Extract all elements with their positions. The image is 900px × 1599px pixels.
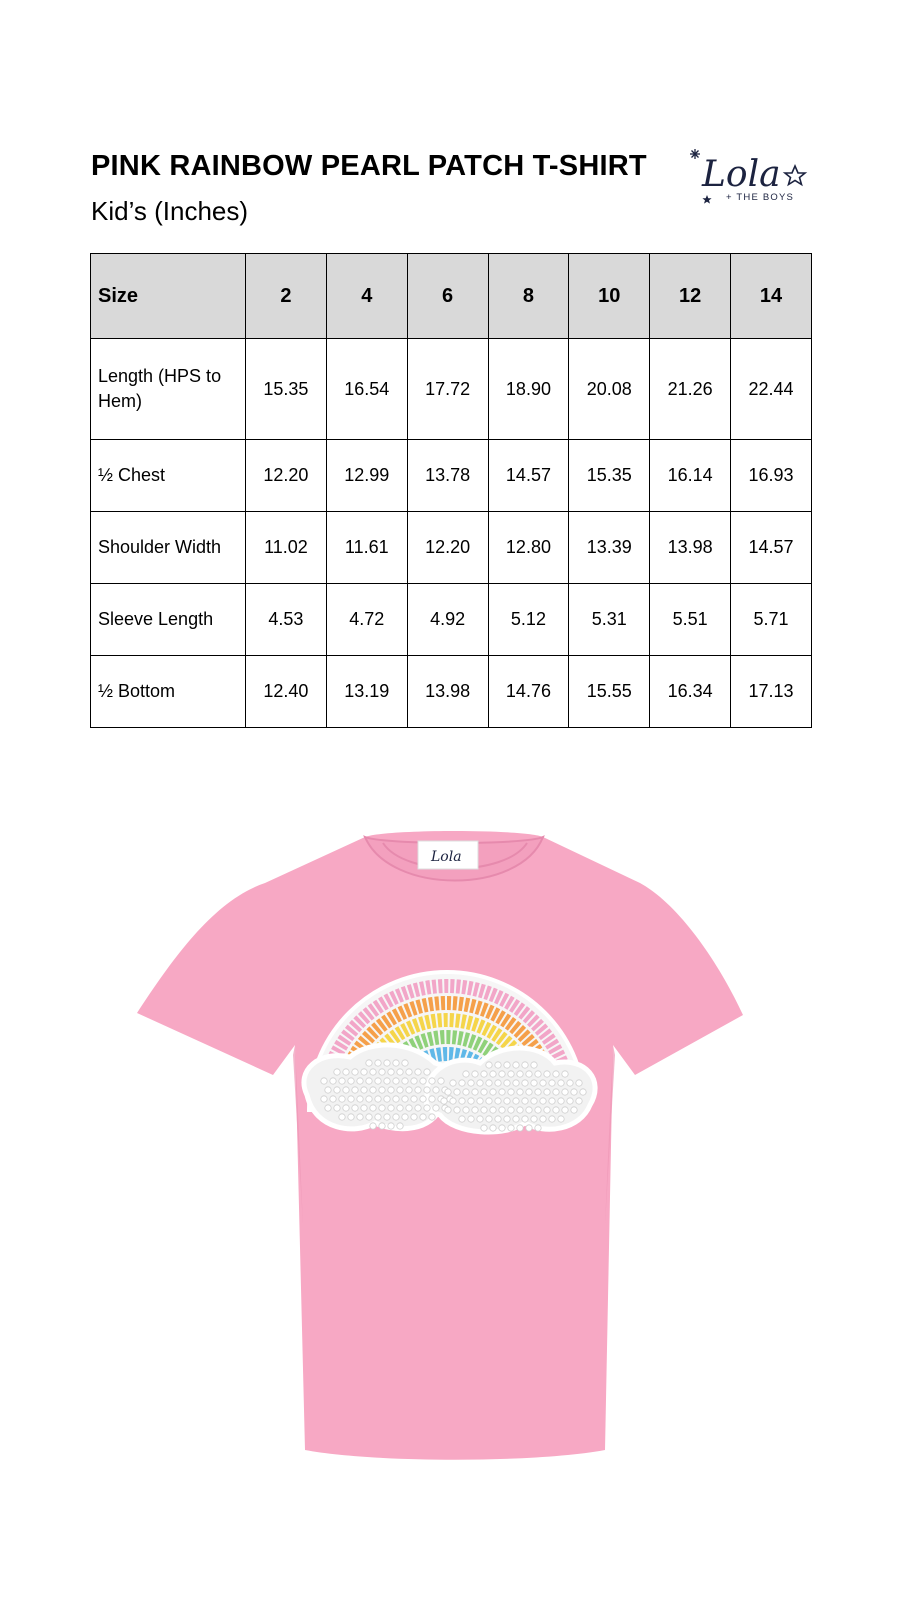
- brand-logo: [690, 142, 820, 218]
- pearl-bead: [486, 1062, 492, 1068]
- table-cell: 14.57: [488, 440, 569, 512]
- pearl-bead: [379, 1105, 385, 1111]
- pearl-bead: [388, 1123, 394, 1129]
- pearl-bead: [379, 1123, 385, 1129]
- pearl-bead: [384, 1096, 390, 1102]
- pearl-bead: [402, 1096, 408, 1102]
- page-subtitle: Kid’s (Inches): [91, 196, 249, 226]
- pearl-bead: [526, 1107, 532, 1113]
- pearl-bead: [330, 1078, 336, 1084]
- pearl-bead: [562, 1071, 568, 1077]
- pearl-bead: [481, 1125, 487, 1131]
- pearl-bead: [411, 1114, 417, 1120]
- pearl-bead: [508, 1089, 514, 1095]
- table-cell: 12.80: [488, 512, 569, 584]
- pearl-bead: [325, 1087, 331, 1093]
- pearl-bead: [481, 1107, 487, 1113]
- pearl-bead: [517, 1107, 523, 1113]
- table-cell: 12.99: [326, 440, 407, 512]
- table-cell: 11.61: [326, 512, 407, 584]
- table-row: [91, 656, 812, 728]
- pearl-bead: [495, 1098, 501, 1104]
- pearl-bead: [388, 1069, 394, 1075]
- table-cell: 13.39: [569, 512, 650, 584]
- pearl-bead: [334, 1087, 340, 1093]
- table-cell: 14.57: [731, 512, 812, 584]
- pearl-bead: [468, 1098, 474, 1104]
- pearl-bead: [397, 1069, 403, 1075]
- pearl-bead: [366, 1114, 372, 1120]
- pearl-bead: [544, 1071, 550, 1077]
- pearl-bead: [490, 1107, 496, 1113]
- pearl-bead: [366, 1078, 372, 1084]
- pearl-bead: [571, 1107, 577, 1113]
- pearl-bead: [321, 1078, 327, 1084]
- pearl-bead: [522, 1062, 528, 1068]
- table-cell: 5.12: [488, 584, 569, 656]
- pearl-bead: [558, 1116, 564, 1122]
- table-cell: 12.20: [246, 440, 327, 512]
- pearl-bead: [438, 1078, 444, 1084]
- pearl-bead: [402, 1114, 408, 1120]
- logo-wordmark: Lola: [702, 154, 781, 195]
- pearl-bead: [361, 1069, 367, 1075]
- pearl-bead: [393, 1114, 399, 1120]
- pearl-bead: [495, 1080, 501, 1086]
- pearl-bead: [571, 1089, 577, 1095]
- pearl-bead: [415, 1069, 421, 1075]
- size-col-header: 14: [731, 254, 812, 339]
- pearl-bead: [357, 1096, 363, 1102]
- table-cell: 4.72: [326, 584, 407, 656]
- pearl-bead: [526, 1089, 532, 1095]
- tshirt-illustration: [135, 825, 775, 1485]
- pearl-bead: [366, 1060, 372, 1066]
- table-cell: 17.72: [407, 339, 488, 440]
- size-col-header: 2: [246, 254, 327, 339]
- table-cell: 4.53: [246, 584, 327, 656]
- pearl-bead: [486, 1098, 492, 1104]
- pearl-bead: [424, 1087, 430, 1093]
- pearl-bead: [463, 1089, 469, 1095]
- pearl-bead: [352, 1069, 358, 1075]
- pearl-bead: [504, 1116, 510, 1122]
- pearl-bead: [517, 1089, 523, 1095]
- pearl-bead: [504, 1098, 510, 1104]
- pearl-bead: [513, 1116, 519, 1122]
- pearl-bead: [429, 1096, 435, 1102]
- table-cell: 12.20: [407, 512, 488, 584]
- pearl-bead: [549, 1098, 555, 1104]
- pearl-bead: [540, 1116, 546, 1122]
- pearl-bead: [549, 1116, 555, 1122]
- pearl-bead: [535, 1089, 541, 1095]
- pearl-bead: [424, 1069, 430, 1075]
- size-col-header: 6: [407, 254, 488, 339]
- table-cell: 15.35: [569, 440, 650, 512]
- table-cell: 13.98: [650, 512, 731, 584]
- pearl-bead: [348, 1078, 354, 1084]
- table-cell: 11.02: [246, 512, 327, 584]
- size-col-header: 8: [488, 254, 569, 339]
- pearl-bead: [375, 1096, 381, 1102]
- table-cell: 15.35: [246, 339, 327, 440]
- table-cell: 4.92: [407, 584, 488, 656]
- pearl-bead: [321, 1096, 327, 1102]
- pearl-bead: [468, 1116, 474, 1122]
- pearl-bead: [370, 1069, 376, 1075]
- pearl-bead: [535, 1071, 541, 1077]
- pearl-bead: [334, 1105, 340, 1111]
- pearl-bead: [397, 1123, 403, 1129]
- pearl-bead: [370, 1105, 376, 1111]
- pearl-bead: [429, 1078, 435, 1084]
- pearl-bead: [513, 1062, 519, 1068]
- pearl-bead: [402, 1078, 408, 1084]
- pearl-bead: [370, 1087, 376, 1093]
- pearl-bead: [459, 1080, 465, 1086]
- star-icon: [785, 166, 805, 185]
- pearl-bead: [450, 1080, 456, 1086]
- pearl-bead: [375, 1060, 381, 1066]
- pearl-bead: [558, 1080, 564, 1086]
- pearl-bead: [540, 1080, 546, 1086]
- table-cell: 22.44: [731, 339, 812, 440]
- pearl-bead: [535, 1125, 541, 1131]
- pearl-bead: [526, 1071, 532, 1077]
- pearl-bead: [420, 1078, 426, 1084]
- pearl-bead: [513, 1098, 519, 1104]
- pearl-bead: [540, 1098, 546, 1104]
- table-cell: 16.54: [326, 339, 407, 440]
- pearl-bead: [393, 1096, 399, 1102]
- pearl-bead: [499, 1089, 505, 1095]
- pearl-bead: [370, 1123, 376, 1129]
- pearl-bead: [343, 1069, 349, 1075]
- pearl-bead: [562, 1089, 568, 1095]
- table-cell: 5.51: [650, 584, 731, 656]
- pearl-bead: [490, 1071, 496, 1077]
- table-cell: 12.40: [246, 656, 327, 728]
- pearl-bead: [325, 1105, 331, 1111]
- pearl-bead: [366, 1096, 372, 1102]
- pearl-bead: [357, 1114, 363, 1120]
- table-row: [91, 512, 812, 584]
- pearl-bead: [415, 1087, 421, 1093]
- pearl-bead: [477, 1080, 483, 1086]
- pearl-bead: [508, 1071, 514, 1077]
- pearl-bead: [361, 1105, 367, 1111]
- pearl-bead: [352, 1105, 358, 1111]
- pearl-bead: [429, 1114, 435, 1120]
- row-label: Sleeve Length: [91, 584, 246, 656]
- pearl-bead: [343, 1105, 349, 1111]
- pearl-bead: [508, 1107, 514, 1113]
- pearl-bead: [517, 1125, 523, 1131]
- pearl-bead: [361, 1087, 367, 1093]
- pearl-bead: [544, 1107, 550, 1113]
- pearl-bead: [522, 1080, 528, 1086]
- pearl-bead: [334, 1069, 340, 1075]
- table-cell: 16.34: [650, 656, 731, 728]
- pearl-bead: [441, 1098, 447, 1104]
- pearl-bead: [490, 1125, 496, 1131]
- pearl-bead: [522, 1116, 528, 1122]
- pearl-bead: [348, 1114, 354, 1120]
- pearl-bead: [549, 1080, 555, 1086]
- size-col-header: 12: [650, 254, 731, 339]
- pearl-bead: [459, 1116, 465, 1122]
- neck-label-text: Lola: [431, 849, 462, 865]
- pearl-bead: [553, 1071, 559, 1077]
- logo-tagline: + THE BOYS: [726, 192, 795, 203]
- pearl-bead: [384, 1078, 390, 1084]
- pearl-bead: [562, 1107, 568, 1113]
- table-cell: 13.98: [407, 656, 488, 728]
- pearl-bead: [420, 1114, 426, 1120]
- pearl-bead: [490, 1089, 496, 1095]
- pearl-bead: [454, 1107, 460, 1113]
- row-label: Length (HPS to Hem): [91, 339, 246, 440]
- pearl-bead: [499, 1107, 505, 1113]
- pearl-bead: [348, 1096, 354, 1102]
- table-row: [91, 584, 812, 656]
- pearl-bead: [411, 1096, 417, 1102]
- pearl-bead: [343, 1087, 349, 1093]
- pearl-bead: [411, 1078, 417, 1084]
- table-cell: 13.19: [326, 656, 407, 728]
- pearl-bead: [544, 1089, 550, 1095]
- pearl-bead: [397, 1105, 403, 1111]
- pearl-bead: [445, 1107, 451, 1113]
- pearl-bead: [504, 1080, 510, 1086]
- pearl-bead: [472, 1107, 478, 1113]
- sparkle-icon: [690, 149, 700, 159]
- pearl-bead: [553, 1107, 559, 1113]
- product-image: [135, 825, 775, 1485]
- pearl-bead: [535, 1107, 541, 1113]
- pearl-bead: [402, 1060, 408, 1066]
- pearl-bead: [420, 1096, 426, 1102]
- table-cell: 17.13: [731, 656, 812, 728]
- pearl-bead: [567, 1098, 573, 1104]
- table-cell: 21.26: [650, 339, 731, 440]
- pearl-bead: [433, 1087, 439, 1093]
- small-star-icon: [702, 195, 711, 204]
- pearl-bead: [486, 1116, 492, 1122]
- pearl-bead: [379, 1087, 385, 1093]
- pearl-bead: [486, 1080, 492, 1086]
- pearl-bead: [553, 1089, 559, 1095]
- pearl-bead: [339, 1078, 345, 1084]
- pearl-bead: [406, 1069, 412, 1075]
- pearl-bead: [472, 1071, 478, 1077]
- pearl-bead: [576, 1080, 582, 1086]
- pearl-bead: [481, 1089, 487, 1095]
- pearl-bead: [375, 1114, 381, 1120]
- pearl-bead: [339, 1114, 345, 1120]
- pearl-bead: [339, 1096, 345, 1102]
- pearl-bead: [463, 1107, 469, 1113]
- pearl-bead: [567, 1080, 573, 1086]
- pearl-bead: [433, 1105, 439, 1111]
- pearl-bead: [357, 1078, 363, 1084]
- pearl-bead: [352, 1087, 358, 1093]
- pearl-bead: [495, 1062, 501, 1068]
- pearl-bead: [580, 1089, 586, 1095]
- tshirt-body: [137, 831, 743, 1460]
- pearl-bead: [375, 1078, 381, 1084]
- pearl-bead: [472, 1089, 478, 1095]
- size-col-header: 10: [569, 254, 650, 339]
- pearl-bead: [513, 1080, 519, 1086]
- table-cell: 14.76: [488, 656, 569, 728]
- pearl-bead: [526, 1125, 532, 1131]
- pearl-bead: [384, 1060, 390, 1066]
- row-label: Shoulder Width: [91, 512, 246, 584]
- pearl-bead: [531, 1080, 537, 1086]
- table-cell: 18.90: [488, 339, 569, 440]
- table-header-row: [91, 254, 812, 339]
- pearl-bead: [531, 1098, 537, 1104]
- pearl-bead: [481, 1071, 487, 1077]
- pearl-bead: [531, 1062, 537, 1068]
- pearl-bead: [415, 1105, 421, 1111]
- pearl-bead: [424, 1105, 430, 1111]
- pearl-bead: [388, 1105, 394, 1111]
- pearl-bead: [393, 1078, 399, 1084]
- size-col-header: 4: [326, 254, 407, 339]
- pearl-bead: [393, 1060, 399, 1066]
- page-title: PINK RAINBOW PEARL PATCH T-SHIRT: [91, 150, 647, 182]
- size-header-cell: Size: [91, 254, 246, 339]
- pearl-bead: [445, 1089, 451, 1095]
- pearl-bead: [576, 1098, 582, 1104]
- table-row: [91, 440, 812, 512]
- table-cell: 13.78: [407, 440, 488, 512]
- pearl-bead: [330, 1096, 336, 1102]
- pearl-bead: [531, 1116, 537, 1122]
- pearl-bead: [406, 1105, 412, 1111]
- pearl-bead: [454, 1089, 460, 1095]
- row-label: ½ Chest: [91, 440, 246, 512]
- pearl-bead: [499, 1125, 505, 1131]
- pearl-bead: [558, 1098, 564, 1104]
- pearl-bead: [379, 1069, 385, 1075]
- pearl-bead: [406, 1087, 412, 1093]
- pearl-bead: [522, 1098, 528, 1104]
- table-row: [91, 339, 812, 440]
- pearl-bead: [384, 1114, 390, 1120]
- table-cell: 15.55: [569, 656, 650, 728]
- pearl-bead: [450, 1098, 456, 1104]
- pearl-bead: [477, 1098, 483, 1104]
- pearl-bead: [468, 1080, 474, 1086]
- pearl-bead: [463, 1071, 469, 1077]
- pearl-bead: [397, 1087, 403, 1093]
- table-cell: 5.31: [569, 584, 650, 656]
- table-cell: 16.14: [650, 440, 731, 512]
- row-label: ½ Bottom: [91, 656, 246, 728]
- pearl-bead: [477, 1116, 483, 1122]
- table-cell: 16.93: [731, 440, 812, 512]
- pearl-bead: [504, 1062, 510, 1068]
- pearl-bead: [388, 1087, 394, 1093]
- table-cell: 5.71: [731, 584, 812, 656]
- size-chart-table: [90, 253, 812, 728]
- pearl-bead: [508, 1125, 514, 1131]
- table-cell: 20.08: [569, 339, 650, 440]
- pearl-bead: [499, 1071, 505, 1077]
- pearl-bead: [495, 1116, 501, 1122]
- pearl-bead: [517, 1071, 523, 1077]
- pearl-bead: [459, 1098, 465, 1104]
